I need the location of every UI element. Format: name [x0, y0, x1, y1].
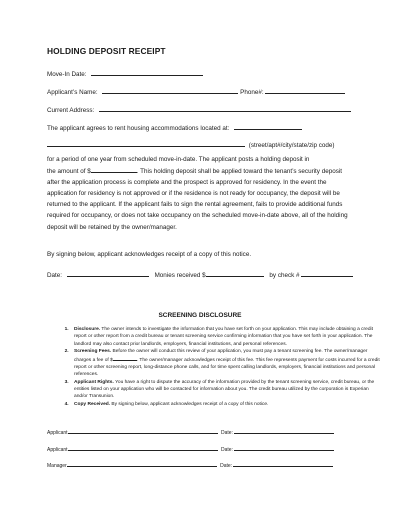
signature-label: Applicant	[47, 447, 68, 453]
item-heading: Disclosure.	[74, 327, 101, 332]
signature-row	[47, 446, 334, 453]
applicant-name-label: Applicant’s Name:	[47, 89, 98, 96]
list-item	[70, 348, 382, 378]
acknowledge-text: By signing below, applicant acknowledges receipt of a copy of this notice.	[47, 251, 252, 258]
signature-date-label: Date:	[220, 447, 233, 453]
page-title: HOLDING DEPOSIT RECEIPT	[47, 46, 166, 56]
deposit-line-2a: the amount of $	[47, 168, 91, 176]
move-in-date-row	[47, 68, 203, 78]
applicant-name-field[interactable]	[102, 86, 238, 94]
item-text: By signing below, applicant acknowledges receipt of a copy of this notice.	[110, 402, 269, 407]
signature-date-field[interactable]	[233, 462, 333, 467]
signature-date-field[interactable]	[234, 446, 334, 451]
date-label: Date:	[47, 272, 63, 279]
item-heading: Copy Received.	[74, 402, 111, 407]
applicant-name-row	[47, 86, 345, 96]
list-item	[70, 379, 382, 401]
screening-title: SCREENING DISCLOSURE	[158, 312, 242, 319]
check-number-field[interactable]	[301, 269, 353, 277]
rent-address-field[interactable]	[47, 139, 245, 147]
item-text: The owner intends to investigate the information that you have set forth on your application. This may include obtaining a credit report or other report from a credit bureau or tenant screening service confirming information that you have set forth in your application. The landlord may also contact prior landlords, employers, financial institutions, and personal references.	[74, 327, 373, 347]
rent-location-field[interactable]	[234, 122, 302, 130]
deposit-paragraph	[47, 154, 353, 233]
screening-list	[47, 326, 382, 409]
move-in-date-label: Move-In Date:	[47, 71, 87, 78]
list-item	[70, 401, 382, 408]
deposit-line-1: for a period of one year from scheduled move-in-date. The applicant posts a holding deposit in	[47, 156, 310, 163]
monies-field[interactable]	[206, 269, 264, 277]
signature-field[interactable]	[67, 462, 217, 467]
item-heading: Screening Fees.	[74, 349, 112, 355]
current-address-row	[47, 104, 351, 114]
rent-location-row	[47, 122, 302, 132]
signature-date-label: Date:	[220, 430, 233, 436]
signature-label: Applicant	[47, 430, 68, 436]
signature-row	[47, 462, 333, 469]
phone-field[interactable]	[265, 86, 345, 94]
screening-fee-field[interactable]	[113, 356, 137, 361]
deposit-rest: security deposit after the application process is complete and the prospect is approved for residency. In the event the application for residency is not approved or if the residence is not ready for occupancy, the deposit will be returned to the applicant. If the applicant fails to sign the rental agreement, fails to provide additional funds required for occupancy, or does not take occupancy on the scheduled move-in-date above, all of the holding deposit will be retained by the owner/manager.	[47, 168, 348, 231]
current-address-label: Current Address:	[47, 107, 95, 114]
signature-field[interactable]	[68, 446, 218, 451]
deposit-amount-field[interactable]	[91, 165, 137, 173]
date-field[interactable]	[67, 269, 149, 277]
move-in-date-field[interactable]	[91, 68, 203, 76]
signature-date-field[interactable]	[234, 429, 334, 434]
item-text: Before the owner will conduct this review of your application, you must pay a tenant screening fee. The owner/manager charges a fee of $	[74, 349, 368, 363]
signature-label: Manager	[47, 463, 67, 469]
rent-intro-text: The applicant agrees to rent housing accommodations located at:	[47, 125, 230, 132]
rent-address-row	[47, 139, 335, 149]
signature-field[interactable]	[68, 429, 218, 434]
item-heading: Applicant Rights.	[74, 379, 114, 385]
list-item	[70, 326, 382, 348]
current-address-field[interactable]	[99, 104, 351, 112]
address-hint: (street/apt#/city/state/zip code)	[248, 142, 335, 149]
signature-row	[47, 429, 334, 436]
phone-label: Phone#:	[240, 89, 264, 96]
item-text: You have a right to dispute the accuracy of the information provided by the tenant screening service, credit bureau, or the entities listed on your application who will be contacted for information about you. The credit bureau utilized by the corporation is Experian and/or Transunion.	[74, 379, 375, 400]
deposit-line-2b: . This holding deposit shall be applied toward the tenant’s	[136, 168, 297, 176]
item-text: . The owner/manager acknowledges receipt of this fee. This fee represents payment for costs incurred for a credit report or other screening report, long-distance phone calls, and for time spent calling landlords, employers, financial institutions and personal references.	[74, 357, 380, 377]
signature-date-label: Date:	[220, 463, 233, 469]
check-label: by check #	[269, 272, 300, 279]
payment-row	[47, 269, 353, 279]
monies-label: Monies received $	[154, 272, 206, 279]
